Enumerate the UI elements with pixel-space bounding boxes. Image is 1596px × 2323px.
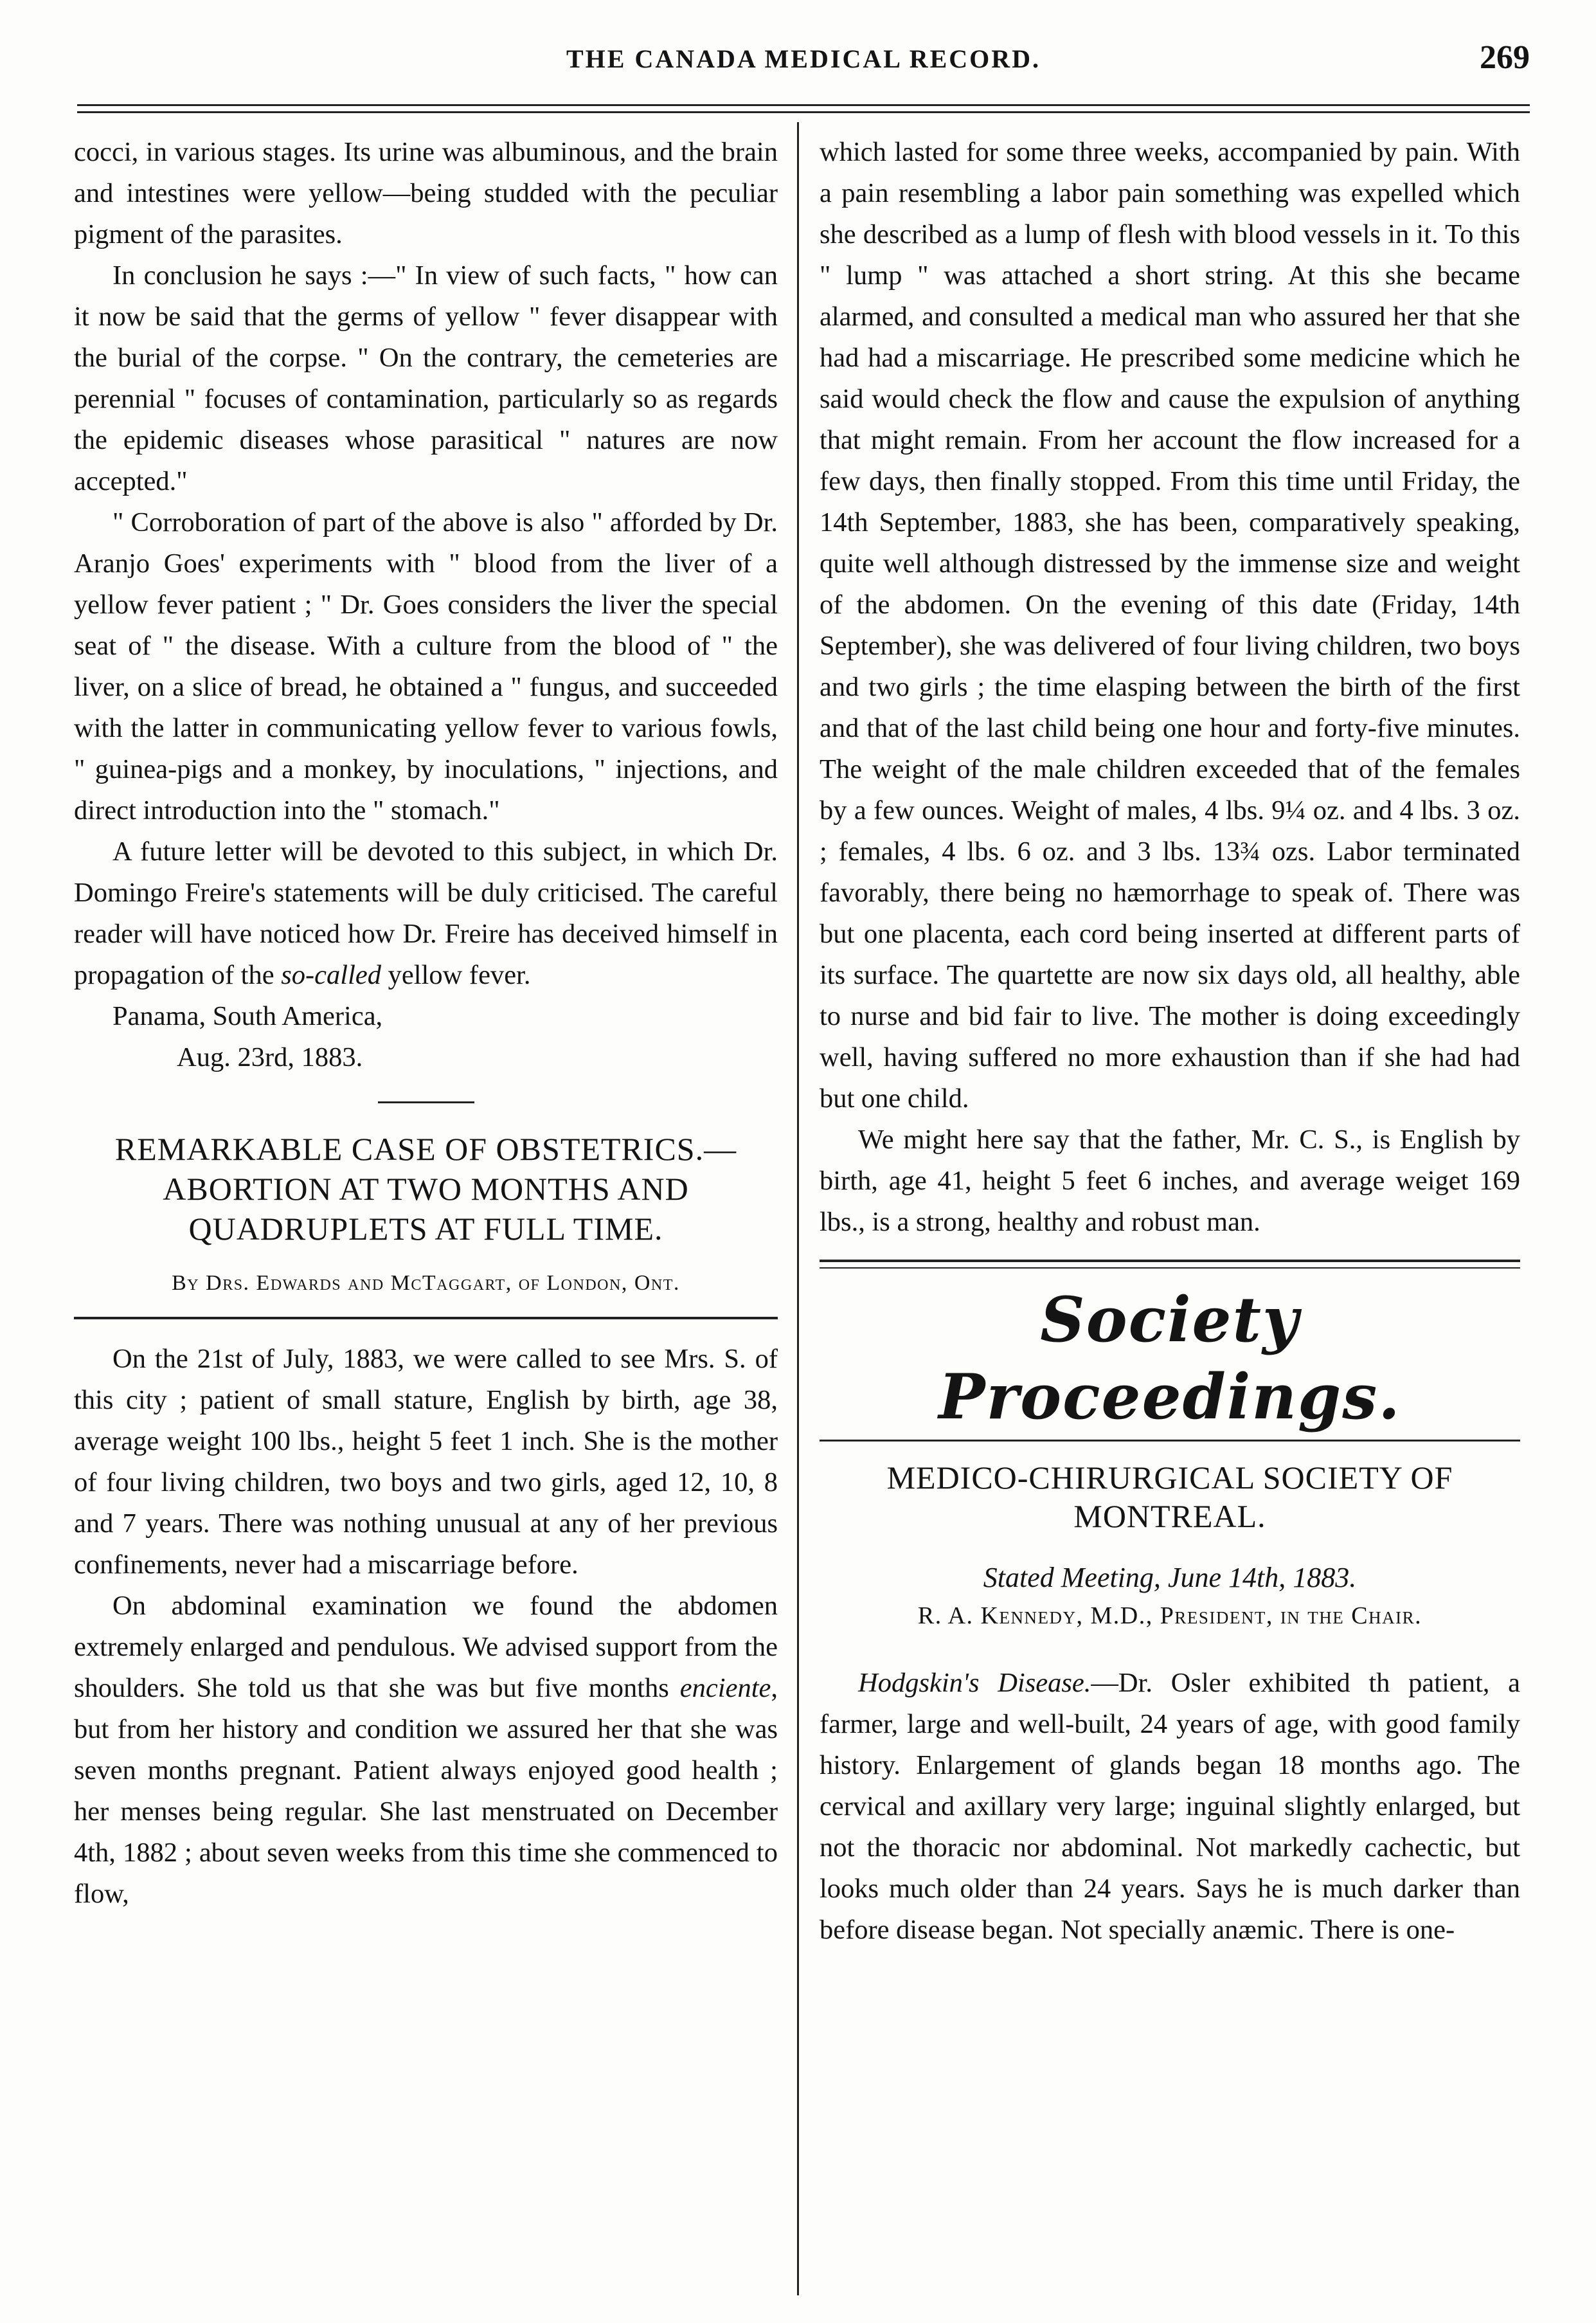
text-run: yellow fever.	[381, 960, 531, 990]
text-run: —Dr. Osler exhibited th patient, a farmer, large and well-built, 24 years of age, with good family history. Enlargement of glands began 18 months ago. The cervical and axillary very large; inguinal slightly enlarged, but not the thoracic nor abdominal. Not markedly cachectic, but looks much older than 24 years. Says he is much darker than before disease began. Not specially anæmic. There is one-	[820, 1668, 1520, 1945]
paragraph	[74, 831, 778, 996]
heading-rule	[820, 1440, 1520, 1442]
right-column	[820, 132, 1520, 1951]
left-column	[74, 132, 778, 1915]
signoff-place: Panama, South America,	[112, 1001, 383, 1031]
text-run: , but from her history and condition we assured her that she was seven months pregnant. Patient always enjoyed good health ; her menses being regular. She last menstruated on December 4th, 1882 ; about seven weeks from this time she commenced to flow,	[74, 1673, 778, 1909]
text-run: A future letter will be devoted to this subject, in which Dr. Domingo Freire's statements will be duly criticised. The careful reader will have noticed how Dr. Freire has deceived himself in propagation of the	[74, 836, 778, 990]
paragraph: which lasted for some three weeks, accompanied by pain. With a pain resembling a labor pain something was expelled which she described as a lump of flesh with blood vessels in it. To this " lump " was attached a short string. At this she became alarmed, and consulted a medical man who assured her that she had had a miscarriage. He prescribed some medicine which he said would check the flow and cause the expulsion of anything that might remain. From her account the flow increased for a few days, then finally stopped. From this time until Friday, the 14th September, 1883, she has been, comparatively speaking, quite well although distressed by the immense size and weight of the abdomen. On the evening of this date (Friday, 14th September), she was delivered of four living children, two boys and two girls ; the time elasping between the birth of the first and that of the last child being one hour and forty-five minutes. The weight of the male children exceeded that of the females by a few ounces. Weight of males, 4 lbs. 9¼ oz. and 4 lbs. 3 oz. ; females, 4 lbs. 6 oz. and 3 lbs. 13¾ ozs. Labor terminated favorably, there being no hæmorrhage to speak of. There was but one placenta, each cord being inserted at different parts of its surface. The quartette are now six days old, all healthy, able to nurse and bid fair to live. The mother is doing exceedingly well, having suffered no more exhaustion than if she had had but one child.	[820, 137, 1520, 1114]
meeting-line: Stated Meeting, June 14th, 1883.	[983, 1562, 1357, 1593]
paragraph: On the 21st of July, 1883, we were called to see Mrs. S. of this city ; patient of small stature, English by birth, age 38, average weight 100 lbs., height 5 feet 1 inch. She is the mother of four living children, two boys and two girls, aged 12, 10, 8 and 7 years. There was nothing unusual at any of her previous confinements, never had a miscarriage before.	[74, 1344, 778, 1580]
column-divider	[797, 122, 799, 2295]
paragraph-quotation: " Corroboration of part of the above is also " afforded by Dr. Aranjo Goes' experiments with " blood from the liver of a yellow fever patient ; " Dr. Goes considers the liver the special seat of " the disease. With a culture from the blood of " the liver, on a slice of bread, he obtained a " fungus, and succeeded with the latter in communicating yellow fever to various fowls, " guinea-pigs and a monkey, by inoculations, " injections, and direct introduction into the " stomach."	[74, 507, 778, 826]
text-run: On abdominal examination we found the abdomen extremely enlarged and pendulous. We advised support from the shoulders. She told us that she was but five months	[74, 1591, 778, 1703]
signoff-date: Aug. 23rd, 1883.	[177, 1042, 363, 1072]
paragraph: We might here say that the father, Mr. C. S., is English by birth, age 41, height 5 feet 6 inches, and average weiget 169 lbs., is a strong, healthy and robust man.	[820, 1125, 1520, 1237]
paragraph	[74, 1586, 778, 1915]
chair-line: R. A. Kennedy, M.D., President, in the Chair.	[917, 1602, 1422, 1629]
article-title: REMARKABLE CASE OF OBSTETRICS.—ABORTION AT TWO MONTHS AND QUADRUPLETS AT FULL TIME.	[114, 1131, 737, 1247]
header-rule	[77, 104, 1530, 113]
italic-run: so-called	[281, 960, 381, 990]
italic-run: Hodgskin's Disease.	[858, 1668, 1091, 1698]
italic-run: enciente	[679, 1673, 771, 1703]
byline: By Drs. Edwards and McTaggart, of London, Ont.	[172, 1271, 680, 1295]
paragraph-quotation: In conclusion he says :—" In view of such facts, " how can it now be said that the germs of yellow " fever disappear with the burial of the corpse. " On the contrary, the cemeteries are perennial " focuses of contamination, particularly so as regards the epidemic diseases whose parasitical " natures are now accepted."	[74, 260, 778, 496]
page-number: 269	[1480, 39, 1530, 76]
society-name: MEDICO-CHIRURGICAL SOCIETY OF MONTREAL.	[886, 1460, 1453, 1534]
article-separator	[378, 1101, 474, 1103]
page-header	[77, 39, 1530, 84]
paragraph	[820, 1663, 1520, 1951]
running-title: THE CANADA MEDICAL RECORD.	[566, 44, 1041, 73]
section-rule	[820, 1260, 1520, 1269]
byline-rule	[74, 1317, 778, 1319]
paragraph: cocci, in various stages. Its urine was albuminous, and the brain and intestines were yellow—being studded with the peculiar pigment of the parasites.	[74, 137, 778, 249]
section-heading: Society Proceedings.	[938, 1283, 1401, 1433]
